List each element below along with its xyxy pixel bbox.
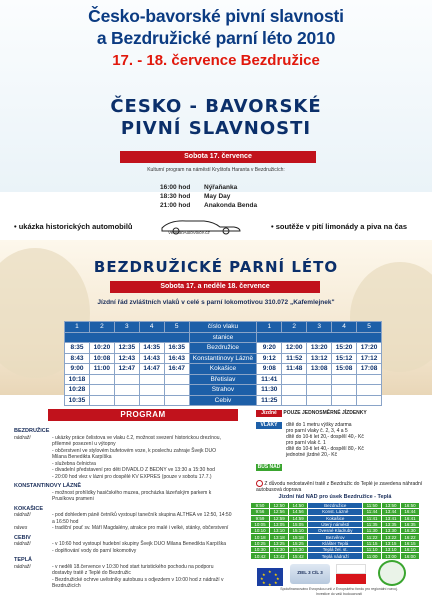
nad-time: 13:50 bbox=[381, 503, 400, 509]
program-item-text: - ukázky práce čelistova ve vlaku č.2, možnost svezení historickou drezínou, přilemné posezení u výtopny bbox=[52, 434, 221, 447]
program-item-text: - v 10:60 hod vystoupí hudební skupiny Švejk DUO Milana Benedikta Karpíška bbox=[52, 541, 226, 547]
program-item bbox=[14, 525, 232, 532]
nad-time: 14:56 bbox=[289, 509, 308, 515]
program-item-text: - divadelní představení pro děti DIVADLO Z BEDNY ve 13:30 a 15:30 hod bbox=[52, 467, 215, 473]
bus-badge: BUS NAD bbox=[257, 464, 281, 470]
time-cell: 11:25 bbox=[257, 395, 282, 406]
eu-flag-icon: ★ ★ ★ ★ ★ ★ ★ ★ bbox=[257, 568, 283, 586]
nad-time: 10:25 bbox=[251, 540, 270, 546]
time-cell: 16:43 bbox=[164, 353, 189, 364]
nad-time: 10:10 bbox=[251, 528, 270, 534]
time-cell: 16:47 bbox=[164, 364, 189, 375]
time-cell: 13:08 bbox=[307, 364, 332, 375]
nad-time: 16:41 bbox=[400, 515, 419, 521]
festival-program-row bbox=[160, 202, 257, 211]
nad-time: 12:59 bbox=[270, 515, 289, 521]
timetable-row bbox=[65, 395, 382, 406]
nad-stop: Ovesné Kladruby bbox=[308, 528, 363, 534]
time-cell: 15:08 bbox=[332, 364, 357, 375]
station-name: Břetislav bbox=[189, 374, 257, 385]
program-time: 16:00 hod bbox=[160, 184, 191, 191]
train-number: 3 bbox=[114, 322, 139, 333]
bus-legend bbox=[256, 464, 282, 471]
program-item bbox=[14, 448, 232, 461]
fare-line: pro parní vlak č. 1 bbox=[286, 440, 326, 446]
time-cell: 8:35 bbox=[65, 343, 90, 354]
program-place: BEZDRUŽICE bbox=[14, 428, 50, 434]
nad-time: 13:30 bbox=[270, 547, 289, 553]
fare-line: dítě do 1 metru výšky zdarma bbox=[286, 422, 352, 428]
time-cell: 15:12 bbox=[332, 353, 357, 364]
nad-time: 9:56 bbox=[251, 509, 270, 515]
fare-line: dítě do 10-ti let 40,- dospělí 80,- Kč bbox=[286, 446, 364, 452]
nad-time: 10:05 bbox=[251, 521, 270, 527]
nad-time: 9:59 bbox=[251, 515, 270, 521]
time-cell: 13:12 bbox=[307, 353, 332, 364]
train-number: 5 bbox=[164, 322, 189, 333]
program-act: May Day bbox=[204, 193, 231, 200]
station-name: Cebiv bbox=[189, 395, 257, 406]
program-item-text: - možnost prohlídky hasičského muzea, procházka lázeňským parkem k Prusíkovu prameni bbox=[52, 489, 212, 502]
nad-time: 16:30 bbox=[400, 528, 419, 534]
nad-time: 13:18 bbox=[270, 534, 289, 540]
nad-time: 13:30 bbox=[381, 528, 400, 534]
nad-time: 14:50 bbox=[289, 503, 308, 509]
nad-row bbox=[251, 503, 420, 509]
program-item bbox=[14, 564, 232, 577]
nad-timetable-title: Jízdní řád NAD pro úsek Bezdružice - Teplá bbox=[278, 494, 392, 500]
steam-train-timetable bbox=[64, 321, 382, 406]
time-cell: 11:52 bbox=[282, 353, 307, 364]
timetable-row bbox=[65, 353, 382, 364]
warning-icon bbox=[256, 480, 263, 487]
nad-time: 11:44 bbox=[363, 509, 382, 515]
train-number: 3 bbox=[307, 322, 332, 333]
fare-line: jednotné jízdné 20,- Kč bbox=[286, 452, 338, 458]
timetable-title: Jízdní řád zvláštních vlaků v celé s parní lokomotivou 310.072 „Kafemlejnek" bbox=[97, 299, 335, 306]
time-cell: 16:35 bbox=[164, 343, 189, 354]
program-item bbox=[14, 577, 232, 590]
page-title-line2: a Bezdružické parní léto 2010 bbox=[96, 28, 336, 48]
program-time: 18:30 hod bbox=[160, 193, 191, 200]
time-cell: 15:20 bbox=[332, 343, 357, 354]
footer-text-line1: Spolufinancováno Evropskou unií z Evropského fondu pro regionální rozvoj. bbox=[280, 587, 398, 591]
time-cell: 14:43 bbox=[139, 353, 164, 364]
nad-row bbox=[251, 534, 420, 540]
program-act: Nýřaňanka bbox=[204, 184, 238, 191]
time-cell: 11:41 bbox=[257, 374, 282, 385]
fare-heading: POUZE JEDNOSMĚRNÉ JÍZDENKY bbox=[283, 410, 367, 416]
timetable-header-row bbox=[65, 322, 382, 333]
nad-time: 15:30 bbox=[289, 547, 308, 553]
nad-time: 13:41 bbox=[381, 515, 400, 521]
nad-time: 13:44 bbox=[381, 509, 400, 515]
festival-day-bar: Sobota 17. července bbox=[120, 151, 316, 163]
nad-stop: Konst. Lázně bbox=[308, 509, 363, 515]
program-place: TEPLÁ bbox=[14, 557, 33, 563]
nad-time: 13:10 bbox=[270, 528, 289, 534]
festival-sign-line1: ČESKO - BAVORSKÉ bbox=[110, 96, 322, 117]
czech-flag-logo bbox=[336, 564, 366, 584]
parni-leto-sign: BEZDRUŽICKÉ PARNÍ LÉTO bbox=[93, 258, 339, 276]
train-number: 1 bbox=[257, 322, 282, 333]
time-cell: 12:43 bbox=[114, 353, 139, 364]
veteran-logo-text: VeteranAutoVoice.cz bbox=[168, 230, 210, 235]
time-cell: 10:35 bbox=[65, 395, 90, 406]
time-cell: 9:12 bbox=[257, 353, 282, 364]
timetable-row bbox=[65, 385, 382, 396]
trains-legend bbox=[256, 422, 364, 458]
program-item-key: nádraží bbox=[14, 512, 31, 518]
program-item-text: - pod dohledem páně četníků vystoupí tanečník skupina ALTHEA ve 12:50, 14:50 a 16:50 hod bbox=[52, 512, 232, 525]
fare-line: dítě do 10-ti let 20,- dospělí 40,- Kč bbox=[286, 434, 364, 440]
program-item bbox=[14, 474, 232, 481]
nad-time: 16:35 bbox=[400, 521, 419, 527]
time-cell: 11:00 bbox=[89, 364, 114, 375]
nad-time: 15:25 bbox=[289, 540, 308, 546]
nad-row bbox=[251, 553, 420, 559]
nad-time: 13:10 bbox=[381, 547, 400, 553]
time-cell: 12:47 bbox=[114, 364, 139, 375]
festival-program-intro: Kulturní program na náměstí Kryštofa Haranta v Bezdružicích: bbox=[147, 167, 285, 173]
nad-time: 13:25 bbox=[270, 540, 289, 546]
nad-time: 10:42 bbox=[251, 553, 270, 559]
program-item-key: nádraží bbox=[14, 541, 31, 547]
festival-program-list bbox=[160, 184, 257, 211]
nad-time: 13:35 bbox=[381, 521, 400, 527]
nad-time: 16:50 bbox=[400, 503, 419, 509]
nad-time: 15:42 bbox=[289, 553, 308, 559]
nad-time: 10:18 bbox=[251, 534, 270, 540]
bullet-contests: • soutěže v pití limonády a piva na čas bbox=[271, 222, 408, 231]
fare-line: pro parní vlaky č. 2, 3, 4 a 5 bbox=[286, 428, 348, 434]
time-cell: 9:08 bbox=[257, 364, 282, 375]
program-heading: PROGRAM bbox=[48, 409, 238, 421]
festival-sign-line2: PIVNÍ SLAVNOSTI bbox=[120, 118, 312, 139]
nad-time: 11:10 bbox=[363, 547, 382, 553]
program-item-text: - 20:00 hod vlez v lázni pro dospělé KV EXPRES (pouze v sobotu 17.7.) bbox=[52, 473, 212, 480]
time-cell: 13:20 bbox=[307, 343, 332, 354]
program-item-key: nádraží bbox=[14, 434, 31, 441]
time-cell: 10:20 bbox=[89, 343, 114, 354]
time-cell: 14:47 bbox=[139, 364, 164, 375]
festival-sign bbox=[0, 96, 432, 140]
nad-time: 16:15 bbox=[400, 540, 419, 546]
nad-time: 11:00 bbox=[363, 553, 382, 559]
time-cell: 9:00 bbox=[65, 364, 90, 375]
time-cell: 10:08 bbox=[89, 353, 114, 364]
nad-time: 13:05 bbox=[270, 521, 289, 527]
nad-time: 15:05 bbox=[289, 521, 308, 527]
program-act: Anakonda Benda bbox=[204, 202, 258, 209]
train-number-label: číslo vlaku bbox=[189, 322, 257, 333]
nad-time: 11:15 bbox=[363, 540, 382, 546]
time-cell: 17:12 bbox=[357, 353, 382, 364]
bullet-cars: • ukázka historických automobilů bbox=[14, 222, 133, 231]
program-place: KONSTANTINOVY LÁZNĚ bbox=[14, 483, 82, 489]
nad-stop: Klášter Teplá bbox=[308, 540, 363, 546]
program-item-text: - Bezdružické ochrve uvěstníky autobusu s odjezdem v 10:00 hod z nádraží v Bezdružicích bbox=[52, 576, 224, 589]
program-item-text: - služebna čelnictva bbox=[52, 460, 96, 467]
nad-time: 15:18 bbox=[289, 534, 308, 540]
nad-time: 11:35 bbox=[363, 521, 382, 527]
fare-legend bbox=[256, 410, 367, 417]
nad-time: 13:42 bbox=[270, 553, 289, 559]
timetable-header-row bbox=[65, 332, 382, 343]
station-name: Konstantinovy Lázně bbox=[189, 353, 257, 364]
festival-program-row bbox=[160, 184, 257, 193]
replacement-note-text: Z důvodu nedostavění tratě z Bezdružic do Teplé je zavedena náhradní autobusová doprava bbox=[256, 480, 423, 493]
nad-row bbox=[251, 521, 420, 527]
time-cell: 9:20 bbox=[257, 343, 282, 354]
station-name: Strahov bbox=[189, 385, 257, 396]
program-item bbox=[14, 548, 232, 555]
station-label: stanice bbox=[189, 332, 257, 343]
nad-time: 13:22 bbox=[381, 534, 400, 540]
nad-stop: Teplá nádraží bbox=[308, 553, 363, 559]
nad-time: 16:00 bbox=[400, 553, 419, 559]
time-cell: 8:43 bbox=[65, 353, 90, 364]
nad-time: 13:15 bbox=[381, 540, 400, 546]
train-number: 2 bbox=[89, 322, 114, 333]
program-item-text: - občerstvení ve stylovém bufetovém voze, k poslechu zahraje Švejk DUO Milana Benedikta Karpíška bbox=[52, 447, 216, 460]
time-cell: 12:00 bbox=[282, 343, 307, 354]
program-item-key: náves bbox=[14, 525, 28, 531]
nad-row bbox=[251, 540, 420, 546]
time-cell: 17:08 bbox=[357, 364, 382, 375]
footer-text-line2: Investice do vaší budoucnosti bbox=[316, 591, 362, 596]
time-cell: 10:18 bbox=[65, 374, 90, 385]
nad-row bbox=[251, 547, 420, 553]
trains-badge: VLAKY bbox=[256, 422, 282, 429]
nad-time: 16:10 bbox=[400, 547, 419, 553]
fare-badge: Jízdné bbox=[256, 410, 282, 417]
timetable-row bbox=[65, 364, 382, 375]
time-cell: 11:48 bbox=[282, 364, 307, 375]
event-dates: 17. - 18. července Bezdružice bbox=[112, 52, 320, 69]
nad-time: 15:10 bbox=[289, 528, 308, 534]
program-item bbox=[14, 490, 232, 503]
program-item-text: - v neděli 18.července v 10:30 hod start turistického pochodu na podporu dostavby tratě z Teplé do Bezdružic bbox=[52, 563, 214, 576]
station-name: Kokašice bbox=[189, 364, 257, 375]
time-cell: 17:20 bbox=[357, 343, 382, 354]
train-number: 5 bbox=[357, 322, 382, 333]
timetable-row bbox=[65, 343, 382, 354]
nad-time: 9:50 bbox=[251, 503, 270, 509]
time-cell: 14:35 bbox=[139, 343, 164, 354]
program-item-key: nádraží bbox=[14, 563, 31, 570]
nad-time: 10:30 bbox=[251, 547, 270, 553]
time-cell: 10:28 bbox=[65, 385, 90, 396]
ziel-cil-label: ZIEL 3 CÍL 3 bbox=[297, 570, 323, 575]
time-cell: 11:30 bbox=[257, 385, 282, 396]
nad-time: 12:50 bbox=[270, 503, 289, 509]
footer-text bbox=[250, 587, 428, 596]
time-cell: 12:35 bbox=[114, 343, 139, 354]
nad-time: 12:56 bbox=[270, 509, 289, 515]
train-number: 4 bbox=[139, 322, 164, 333]
train-number: 4 bbox=[332, 322, 357, 333]
nad-time: 14:59 bbox=[289, 515, 308, 521]
station-name: Bezdružice bbox=[189, 343, 257, 354]
nad-time: 11:50 bbox=[363, 503, 382, 509]
nad-time: 16:44 bbox=[400, 509, 419, 515]
nad-row bbox=[251, 515, 420, 521]
nad-time: 11:30 bbox=[363, 528, 382, 534]
nad-time: 16:22 bbox=[400, 534, 419, 540]
program-place: KOKAŠICE bbox=[14, 505, 44, 512]
train-number: 2 bbox=[282, 322, 307, 333]
nad-stop: Kokašice bbox=[308, 515, 363, 521]
nad-row bbox=[251, 509, 420, 515]
program-place: CEBIV bbox=[14, 534, 31, 541]
program-list bbox=[14, 425, 232, 590]
nad-row bbox=[251, 528, 420, 534]
nad-time: 11:41 bbox=[363, 515, 382, 521]
program-time: 21:00 hod bbox=[160, 202, 191, 209]
train-number: 1 bbox=[65, 322, 90, 333]
nad-stop: Úterý náměstí bbox=[308, 521, 363, 527]
regional-logo bbox=[378, 560, 406, 586]
ziel-cil-logo bbox=[290, 564, 330, 584]
timetable-row bbox=[65, 374, 382, 385]
nad-stop: Teplá žel. st. bbox=[308, 547, 363, 553]
nad-time: 13:00 bbox=[381, 553, 400, 559]
nad-stop: Bezvěrov bbox=[308, 534, 363, 540]
program-item-text: - doplňování vody do parní lokomotivy bbox=[52, 547, 137, 554]
program-item-text: - tradiční pouť sv. Máří Magdalény, atrakce pro malé i velké, stánky, občerstvení bbox=[52, 525, 229, 531]
program-item bbox=[14, 435, 232, 448]
festival-program-row bbox=[160, 193, 257, 202]
replacement-note bbox=[256, 480, 424, 493]
nad-timetable bbox=[250, 502, 420, 560]
page-title-line1: Česko-bavorské pivní slavnosti bbox=[88, 6, 344, 26]
nad-stop: Bezdružice bbox=[308, 503, 363, 509]
nad-time: 11:22 bbox=[363, 534, 382, 540]
parni-leto-day-bar: Sobota 17. a neděle 18. července bbox=[110, 281, 320, 293]
program-item bbox=[14, 512, 232, 525]
